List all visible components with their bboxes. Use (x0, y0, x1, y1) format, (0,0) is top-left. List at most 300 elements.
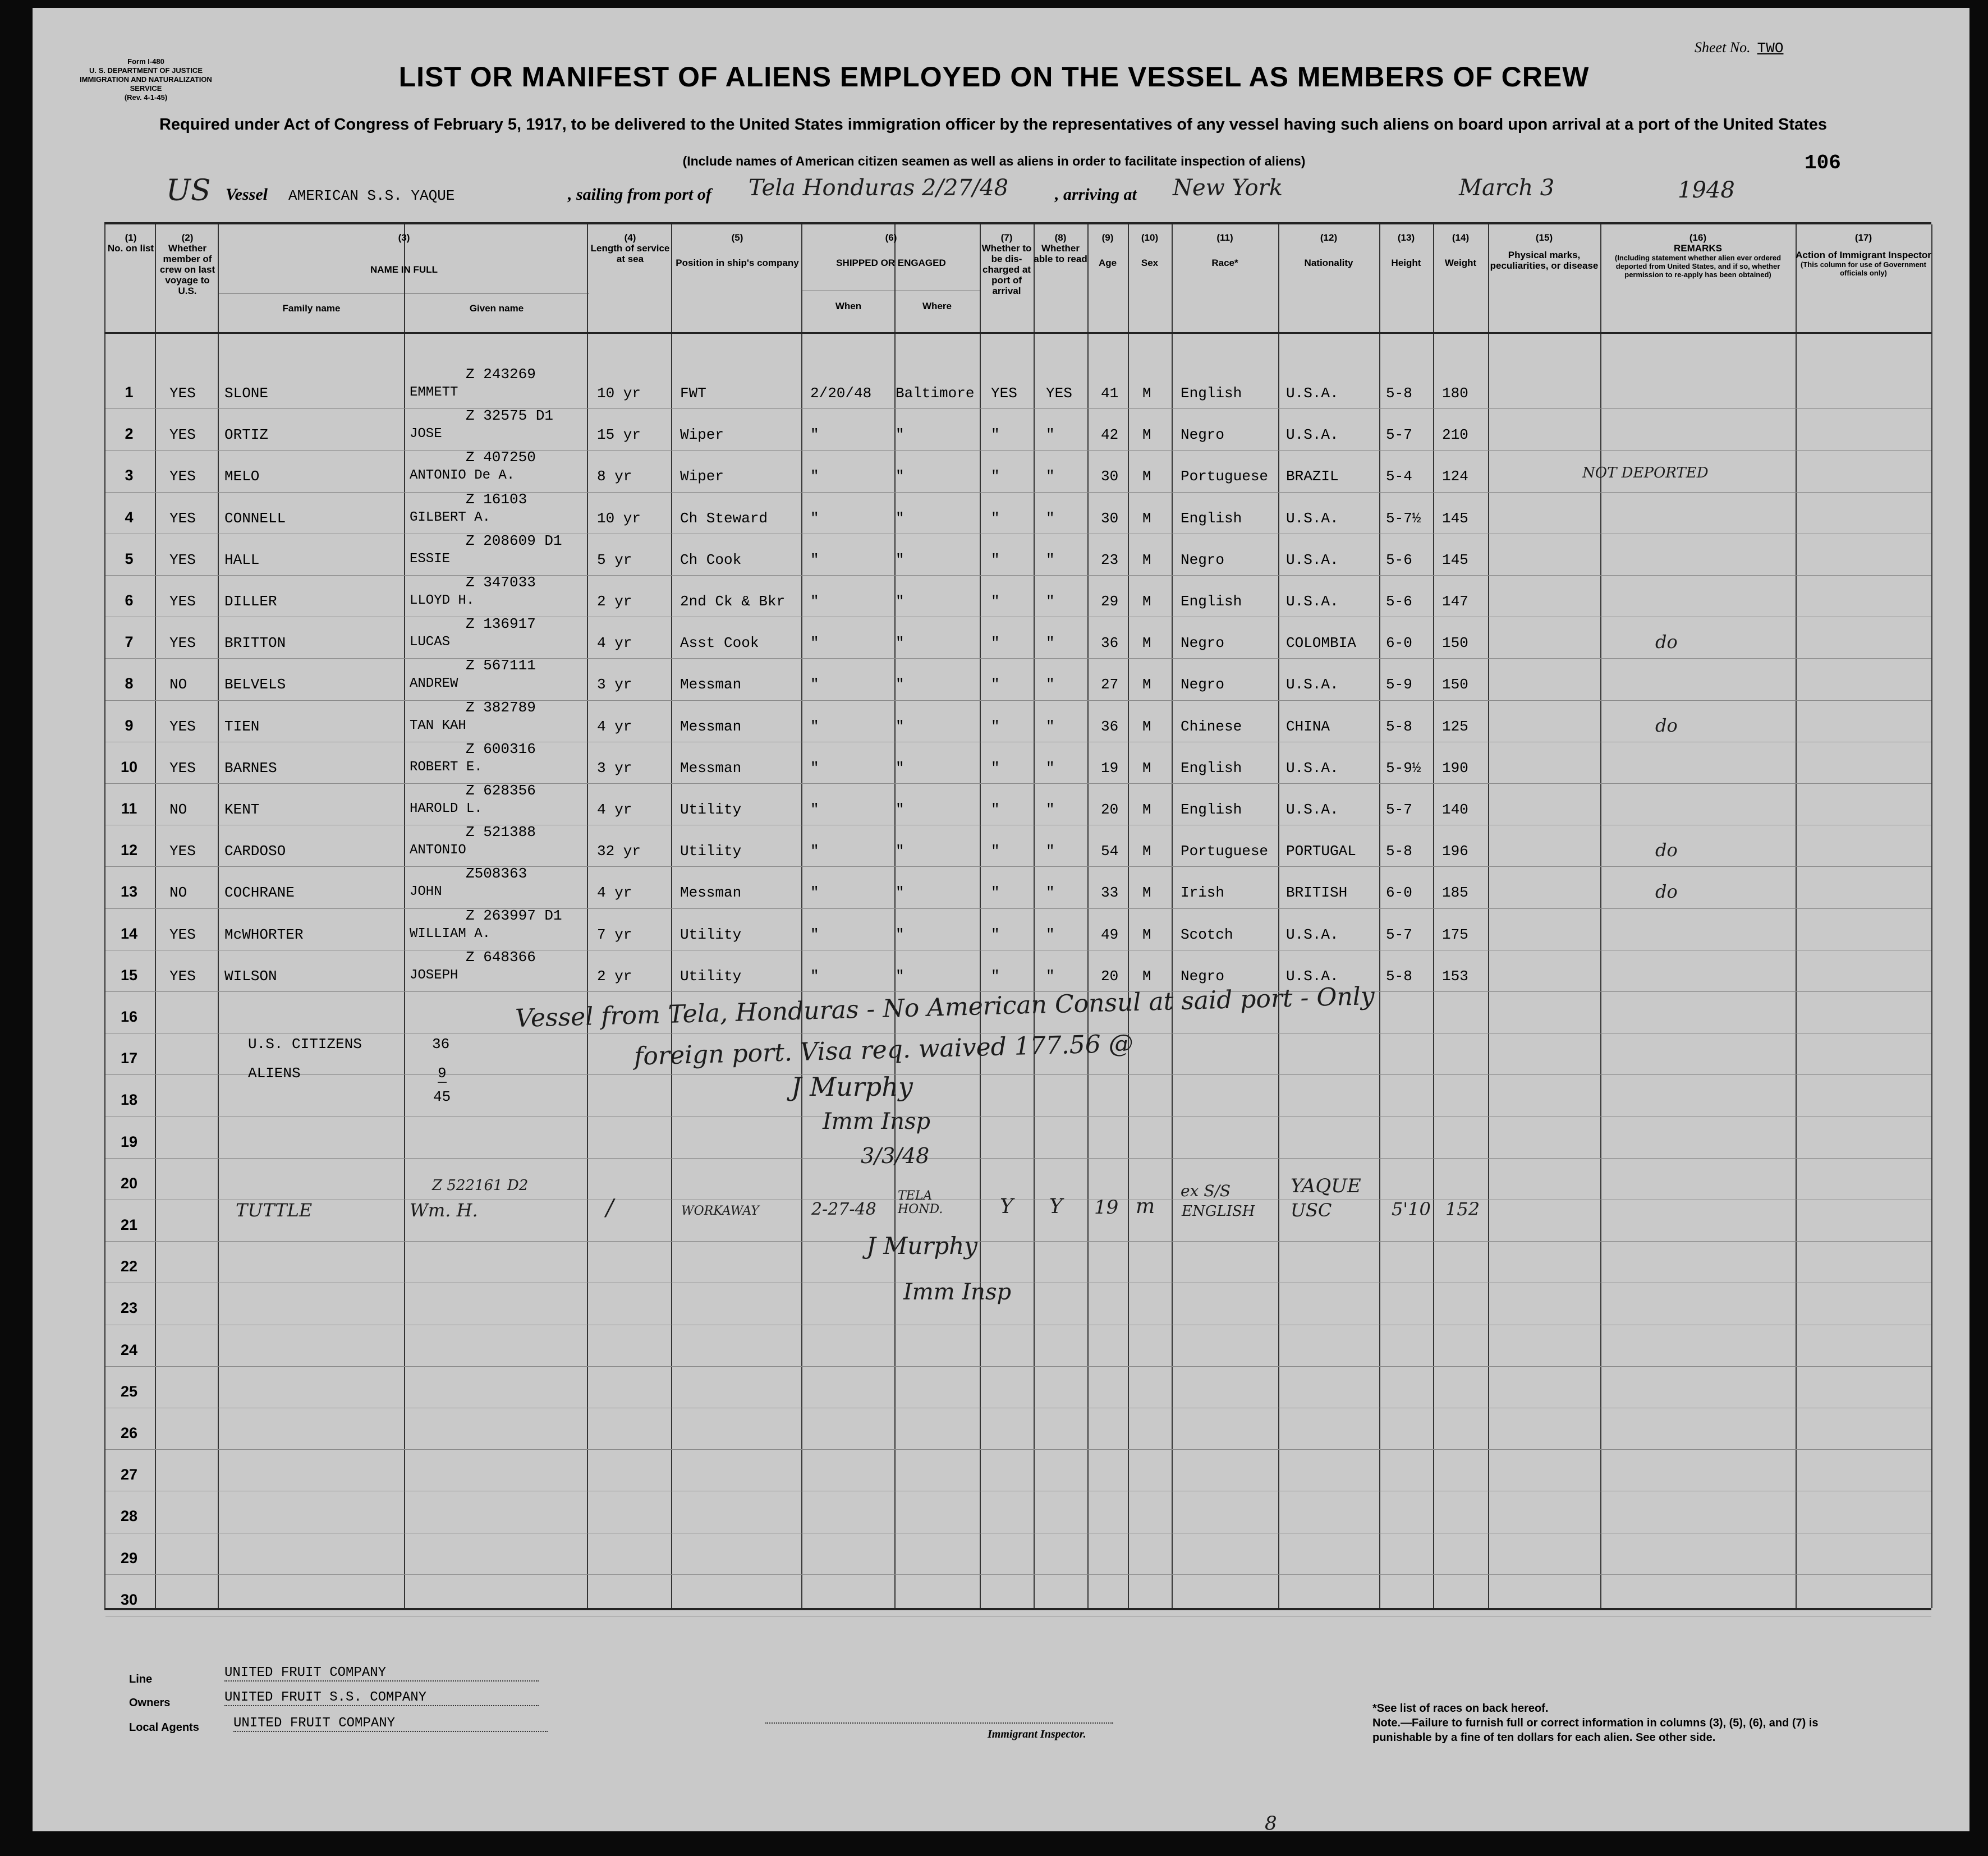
cell-height: 5-7 (1386, 426, 1412, 444)
line-value: UNITED FRUIT COMPANY (224, 1665, 539, 1682)
line-label: Line (129, 1673, 153, 1685)
row-rule (105, 1574, 1931, 1575)
cell-service: 4 yr (597, 718, 632, 735)
row-number: 14 (120, 925, 138, 942)
cell-read: " (1046, 426, 1055, 444)
cell-weight: 125 (1442, 718, 1468, 735)
cell-age: 54 (1101, 843, 1119, 860)
cell-sex: M (1142, 551, 1151, 568)
row-number: 25 (120, 1382, 138, 1400)
stamp-number: 106 (1805, 151, 1841, 174)
crew-table (104, 222, 1931, 1610)
cell-age: 19 (1101, 759, 1119, 777)
cell-nat: BRITISH (1286, 884, 1348, 902)
cell-race: Portuguese (1181, 468, 1269, 485)
cell-given: JOHN (410, 884, 442, 900)
row21-given: Wm. H. (410, 1200, 478, 1221)
cell-nat: BRAZIL (1286, 468, 1339, 485)
cell-nat: U.S.A. (1286, 926, 1339, 943)
cell-position: Ch Cook (680, 551, 742, 568)
col1-header: (1) No. on list (107, 232, 154, 254)
cell-service: 3 yr (597, 676, 632, 693)
cell-height: 5-7 (1386, 801, 1412, 818)
cell-read: " (1046, 843, 1055, 860)
cell-position: Utility (680, 801, 742, 818)
cell-remarks: NOT DEPORTED (1582, 465, 1709, 482)
row-number: 22 (120, 1258, 138, 1275)
row-number: 1 (125, 384, 134, 401)
cell-when: " (810, 967, 819, 985)
cell-last: YES (169, 759, 196, 777)
cell-height: 6-0 (1386, 884, 1412, 902)
cell-when: " (810, 593, 819, 610)
cell-where: " (896, 884, 905, 902)
cell-nat: COLOMBIA (1286, 635, 1356, 652)
cell-last: YES (169, 385, 196, 402)
cell-service: 4 yr (597, 801, 632, 818)
cell-where: " (896, 718, 905, 735)
row-number: 18 (120, 1091, 138, 1109)
row-rule (105, 658, 1931, 659)
cell-last: YES (169, 593, 196, 610)
cell-height: 5-4 (1386, 468, 1412, 485)
citizens-count: 36 (432, 1036, 450, 1053)
row-rule (105, 866, 1931, 867)
cell-where: " (896, 426, 905, 444)
row-number: 7 (125, 633, 134, 651)
cell-given: ROBERT E. (410, 759, 483, 775)
cell-when: " (810, 926, 819, 943)
sailing-port-value: Tela Honduras 2/27/48 (749, 175, 1009, 201)
cell-age: 30 (1101, 468, 1119, 485)
row-number: 12 (120, 842, 138, 859)
cell-nat: U.S.A. (1286, 801, 1339, 818)
cell-when: " (810, 884, 819, 902)
cell-z-number: Z 136917 (466, 615, 536, 633)
cell-sex: M (1142, 884, 1151, 902)
cell-weight: 153 (1442, 967, 1468, 985)
cell-service: 2 yr (597, 593, 632, 610)
cell-read: " (1046, 967, 1055, 985)
cell-last: YES (169, 551, 196, 568)
cell-z-number: Z 521388 (466, 824, 536, 841)
cell-height: 5-9 (1386, 676, 1412, 693)
inspection-date: 3/3/48 (861, 1143, 930, 1168)
col13-header: (13) Height (1391, 232, 1421, 268)
cell-z-number: Z 382789 (466, 699, 536, 716)
cell-sex: M (1142, 468, 1151, 485)
cell-position: Asst Cook (680, 635, 759, 652)
cell-sex: M (1142, 635, 1151, 652)
agents-value: UNITED FRUIT COMPANY (233, 1716, 548, 1732)
cell-read: " (1046, 884, 1055, 902)
page-title: LIST OR MANIFEST OF ALIENS EMPLOYED ON THE VESSEL AS MEMBERS OF CREW (398, 61, 1590, 93)
cell-read: " (1046, 926, 1055, 943)
cell-race: Chinese (1181, 718, 1242, 735)
cell-race: Negro (1181, 676, 1225, 693)
row-rule (105, 1074, 1931, 1075)
cell-age: 36 (1101, 718, 1119, 735)
vessel-label: Vessel (226, 185, 268, 204)
cell-where: " (896, 801, 905, 818)
cell-age: 27 (1101, 676, 1119, 693)
cell-disch: " (991, 426, 1000, 444)
cell-remarks: do (1655, 631, 1678, 653)
cell-height: 5-7 (1386, 926, 1412, 943)
cell-sex: M (1142, 926, 1151, 943)
cell-nat: PORTUGAL (1286, 843, 1356, 860)
row21-disch: Y (1000, 1195, 1013, 1218)
row21-weight: 152 (1445, 1198, 1480, 1220)
sheet-number: Sheet No. TWO (1695, 39, 1784, 57)
cell-nat: CHINA (1286, 718, 1330, 735)
cell-disch: " (991, 759, 1000, 777)
cell-position: Messman (680, 718, 742, 735)
cell-nat: U.S.A. (1286, 551, 1339, 568)
cell-read: YES (1046, 385, 1072, 402)
col10-header: (10) Sex (1141, 232, 1159, 268)
cell-where: " (896, 468, 905, 485)
cell-z-number: Z 208609 D1 (466, 532, 562, 549)
row-rule (105, 492, 1931, 493)
row-number: 30 (120, 1591, 138, 1608)
row-number: 21 (120, 1216, 138, 1233)
row21-race: ENGLISH (1182, 1203, 1255, 1220)
cell-z-number: Z 263997 D1 (466, 907, 562, 924)
col6-where-header: Where (922, 301, 952, 311)
cell-when: " (810, 509, 819, 527)
cell-sex: M (1142, 676, 1151, 693)
row-rule (105, 1449, 1931, 1450)
cell-weight: 185 (1442, 884, 1468, 902)
cell-family: HALL (224, 551, 260, 568)
row-number: 3 (125, 467, 134, 484)
row-number: 16 (120, 1008, 138, 1025)
cell-race: Portuguese (1181, 843, 1269, 860)
row-number: 11 (121, 800, 137, 817)
row-rule (105, 408, 1931, 409)
sailing-label: , sailing from port of (568, 185, 711, 204)
cell-race: English (1181, 385, 1242, 402)
cell-where: " (896, 551, 905, 568)
cell-height: 5-6 (1386, 551, 1412, 568)
cell-given: ANTONIO (410, 843, 466, 858)
cell-given: TAN KAH (410, 718, 466, 733)
col8-header: (8) Whether able to read (1034, 232, 1087, 264)
row21-zno: Z 522161 D2 (432, 1177, 529, 1194)
cell-race: Negro (1181, 426, 1225, 444)
cell-weight: 190 (1442, 759, 1468, 777)
cell-family: DILLER (224, 593, 277, 610)
cell-disch: " (991, 635, 1000, 652)
cell-when: " (810, 843, 819, 860)
cell-family: TIEN (224, 718, 260, 735)
cell-where: " (896, 967, 905, 985)
cell-height: 5-8 (1386, 843, 1412, 860)
cell-disch: " (991, 718, 1000, 735)
cell-race: English (1181, 759, 1242, 777)
cell-disch: " (991, 551, 1000, 568)
cell-height: 5-7½ (1386, 509, 1421, 527)
row-number: 5 (125, 550, 134, 567)
cell-remarks: do (1655, 714, 1678, 736)
cell-height: 5-9½ (1386, 759, 1421, 777)
row-number: 4 (125, 508, 134, 526)
cell-sex: M (1142, 801, 1151, 818)
cell-disch: " (991, 593, 1000, 610)
cell-when: " (810, 426, 819, 444)
cell-given: ANTONIO De A. (410, 468, 515, 484)
col5-header: (5) Position in ship's company (676, 232, 799, 268)
cell-sex: M (1142, 718, 1151, 735)
cell-last: YES (169, 635, 196, 652)
cell-race: Negro (1181, 635, 1225, 652)
cell-family: CARDOSO (224, 843, 286, 860)
cell-where: " (896, 635, 905, 652)
cell-weight: 124 (1442, 468, 1468, 485)
cell-z-number: Z 407250 (466, 449, 536, 466)
cell-service: 10 yr (597, 385, 641, 402)
cell-race: English (1181, 509, 1242, 527)
cell-weight: 140 (1442, 801, 1468, 818)
cell-weight: 150 (1442, 676, 1468, 693)
cell-where: " (896, 926, 905, 943)
row-number: 29 (120, 1549, 138, 1566)
cell-when: " (810, 676, 819, 693)
cell-z-number: Z 347033 (466, 574, 536, 591)
row-number: 9 (125, 716, 134, 734)
cell-position: Ch Steward (680, 509, 768, 527)
cell-sex: M (1142, 759, 1151, 777)
cell-position: 2nd Ck & Bkr (680, 593, 786, 610)
row-rule (105, 783, 1931, 784)
col17-header: (17) Action of Immigrant Inspector (This column for use of Government officials only) (1796, 232, 1931, 277)
cell-age: 23 (1101, 551, 1119, 568)
cell-read: " (1046, 676, 1055, 693)
cell-family: KENT (224, 801, 260, 818)
row-number: 23 (120, 1299, 138, 1317)
cell-when: " (810, 759, 819, 777)
cell-age: 29 (1101, 593, 1119, 610)
cell-when: " (810, 635, 819, 652)
owners-value: UNITED FRUIT S.S. COMPANY (224, 1690, 539, 1706)
cell-height: 5-8 (1386, 967, 1412, 985)
cell-position: FWT (680, 385, 706, 402)
cell-family: WILSON (224, 967, 277, 985)
row-number: 26 (120, 1425, 138, 1441)
cell-weight: 145 (1442, 509, 1468, 527)
cell-z-number: Z508363 (466, 865, 527, 883)
inspector-signature: J Murphy (791, 1072, 913, 1102)
row-number: 8 (125, 675, 134, 692)
cell-age: 20 (1101, 801, 1119, 818)
cell-z-number: Z 600316 (466, 740, 536, 757)
cell-race: English (1181, 593, 1242, 610)
cell-disch: " (991, 843, 1000, 860)
row-rule (105, 908, 1931, 909)
cell-last: YES (169, 843, 196, 860)
arriving-port-value: New York (1173, 175, 1283, 201)
cell-service: 10 yr (597, 509, 641, 527)
cell-height: 6-0 (1386, 635, 1412, 652)
cell-weight: 210 (1442, 426, 1468, 444)
col9-header: (9) Age (1098, 232, 1117, 268)
row21-family: TUTTLE (236, 1200, 313, 1221)
cell-age: 41 (1101, 385, 1119, 402)
cell-when: " (810, 718, 819, 735)
cell-when: " (810, 551, 819, 568)
cell-z-number: Z 567111 (466, 657, 536, 674)
cell-given: ESSIE (410, 551, 451, 567)
cell-family: SLONE (224, 385, 269, 402)
inspector-label: Immigrant Inspector. (988, 1728, 1086, 1740)
cell-nat: U.S.A. (1286, 593, 1339, 610)
cell-given: HAROLD L. (410, 801, 483, 816)
cell-where: " (896, 843, 905, 860)
row-rule (105, 1158, 1931, 1159)
row-number: 17 (120, 1050, 138, 1067)
col3-header: (3) NAME IN FULL (370, 232, 438, 275)
cell-read: " (1046, 509, 1055, 527)
cell-family: ORTIZ (224, 426, 269, 444)
cell-read: " (1046, 759, 1055, 777)
row-number: 6 (125, 592, 134, 609)
owners-label: Owners (129, 1697, 171, 1709)
us-mark: US (166, 174, 211, 208)
cell-nat: U.S.A. (1286, 385, 1339, 402)
cell-service: 4 yr (597, 635, 632, 652)
cell-remarks: do (1655, 881, 1678, 903)
cell-position: Wiper (680, 468, 724, 485)
cell-last: NO (169, 801, 187, 818)
row21-height: 5'10 (1392, 1198, 1431, 1220)
cell-disch: " (991, 676, 1000, 693)
col11-header: (11) Race* (1211, 232, 1238, 268)
cell-sex: M (1142, 426, 1151, 444)
row-number: 10 (120, 758, 138, 775)
cell-family: CONNELL (224, 509, 286, 527)
cell-service: 7 yr (597, 926, 632, 943)
cell-where: " (896, 676, 905, 693)
cell-last: YES (169, 967, 196, 985)
cell-sex: M (1142, 593, 1151, 610)
cell-family: BELVELS (224, 676, 286, 693)
cell-sex: M (1142, 385, 1151, 402)
row21-age: 19 (1094, 1196, 1119, 1219)
cell-disch: " (991, 468, 1000, 485)
citizens-label: U.S. CITIZENS (248, 1036, 362, 1053)
row-number: 2 (125, 425, 134, 443)
cell-sex: M (1142, 509, 1151, 527)
arriving-label: , arriving at (1055, 185, 1137, 204)
cell-race: Negro (1181, 967, 1225, 985)
aliens-count: 9 (438, 1065, 447, 1082)
aliens-label: ALIENS (248, 1065, 301, 1082)
cell-last: NO (169, 676, 187, 693)
cell-nat: U.S.A. (1286, 426, 1339, 444)
col3-family-header: Family name (282, 303, 341, 314)
cell-given: EMMETT (410, 385, 458, 400)
cell-position: Wiper (680, 426, 724, 444)
row21-sex: m (1136, 1195, 1155, 1218)
cell-z-number: Z 32575 D1 (466, 407, 554, 425)
cell-last: YES (169, 426, 196, 444)
cell-age: 33 (1101, 884, 1119, 902)
cell-when: 2/20/48 (810, 385, 872, 402)
row-rule (105, 450, 1931, 451)
fine-note: Note.—Failure to furnish full or correct information in columns (3), (5), (6), and (7) is punishable by a fine of ten dollars for each alien. See other side. (1372, 1717, 1819, 1744)
cell-family: BRITTON (224, 635, 286, 652)
col2-header: (2) Whether member of crew on last voyage to U.S. (159, 232, 215, 296)
col16-header: (16) REMARKS (Including statement whether alien ever ordered deported from United States, and if so, whether permission to re-apply has been obtained) (1614, 232, 1782, 279)
total-count: 45 (433, 1088, 451, 1105)
cell-nat: U.S.A. (1286, 509, 1339, 527)
cell-height: 5-8 (1386, 718, 1412, 735)
cell-disch: " (991, 967, 1000, 985)
inspector-title: Imm Insp (823, 1109, 931, 1134)
cell-position: Utility (680, 843, 742, 860)
row-rule (105, 700, 1931, 701)
col14-header: (14) Weight (1444, 232, 1477, 268)
cell-z-number: Z 243269 (466, 366, 536, 383)
row-number: 13 (120, 883, 138, 901)
cell-age: 49 (1101, 926, 1119, 943)
cell-z-number: Z 648366 (466, 948, 536, 966)
cell-family: MELO (224, 468, 260, 485)
col6-when-header: When (835, 301, 862, 311)
cell-family: COCHRANE (224, 884, 295, 902)
cell-last: YES (169, 468, 196, 485)
cell-position: Messman (680, 884, 742, 902)
cell-remarks: do (1655, 839, 1678, 861)
cell-when: " (810, 801, 819, 818)
cell-disch: " (991, 884, 1000, 902)
agents-label: Local Agents (129, 1721, 199, 1734)
races-note: *See list of races on back hereof. (1372, 1702, 1549, 1715)
cell-race: Negro (1181, 551, 1225, 568)
cell-read: " (1046, 551, 1055, 568)
cell-position: Utility (680, 967, 742, 985)
vessel-value: AMERICAN S.S. YAQUE (288, 187, 455, 204)
cell-where: " (896, 509, 905, 527)
row-rule (105, 1366, 1931, 1367)
cell-read: " (1046, 801, 1055, 818)
subtitle-note: (Include names of American citizen seamen as well as aliens in order to facilitate inspection of aliens) (682, 154, 1306, 168)
row21-where: TELA HOND. (898, 1189, 943, 1216)
inspector-signature-2: J Murphy (866, 1232, 977, 1260)
cell-position: Utility (680, 926, 742, 943)
subtitle: Required under Act of Congress of February 5, 1917, to be delivered to the United States immigration officer by the representatives of any vessel having such aliens on board upon arrival at a port of the United States (159, 116, 1828, 134)
cell-weight: 150 (1442, 635, 1468, 652)
row21-vessel-note: YAQUE (1291, 1175, 1361, 1197)
cell-where: " (896, 593, 905, 610)
bottom-mark: 8 (1265, 1812, 1277, 1835)
cell-race: English (1181, 801, 1242, 818)
cell-race: Scotch (1181, 926, 1233, 943)
row-rule (105, 1241, 1931, 1242)
cell-service: 2 yr (597, 967, 632, 985)
cell-position: Messman (680, 676, 742, 693)
cell-last: NO (169, 884, 187, 902)
arrival-year-value: 1948 (1678, 177, 1735, 203)
row21-service: / (606, 1195, 614, 1221)
cell-disch: " (991, 801, 1000, 818)
cell-z-number: Z 628356 (466, 782, 536, 799)
cell-family: McWHORTER (224, 926, 304, 943)
col7-header: (7) Whether to be dis-charged at port of arrival (981, 232, 1032, 296)
row21-position: WORKAWAY (681, 1204, 759, 1218)
cell-service: 8 yr (597, 468, 632, 485)
